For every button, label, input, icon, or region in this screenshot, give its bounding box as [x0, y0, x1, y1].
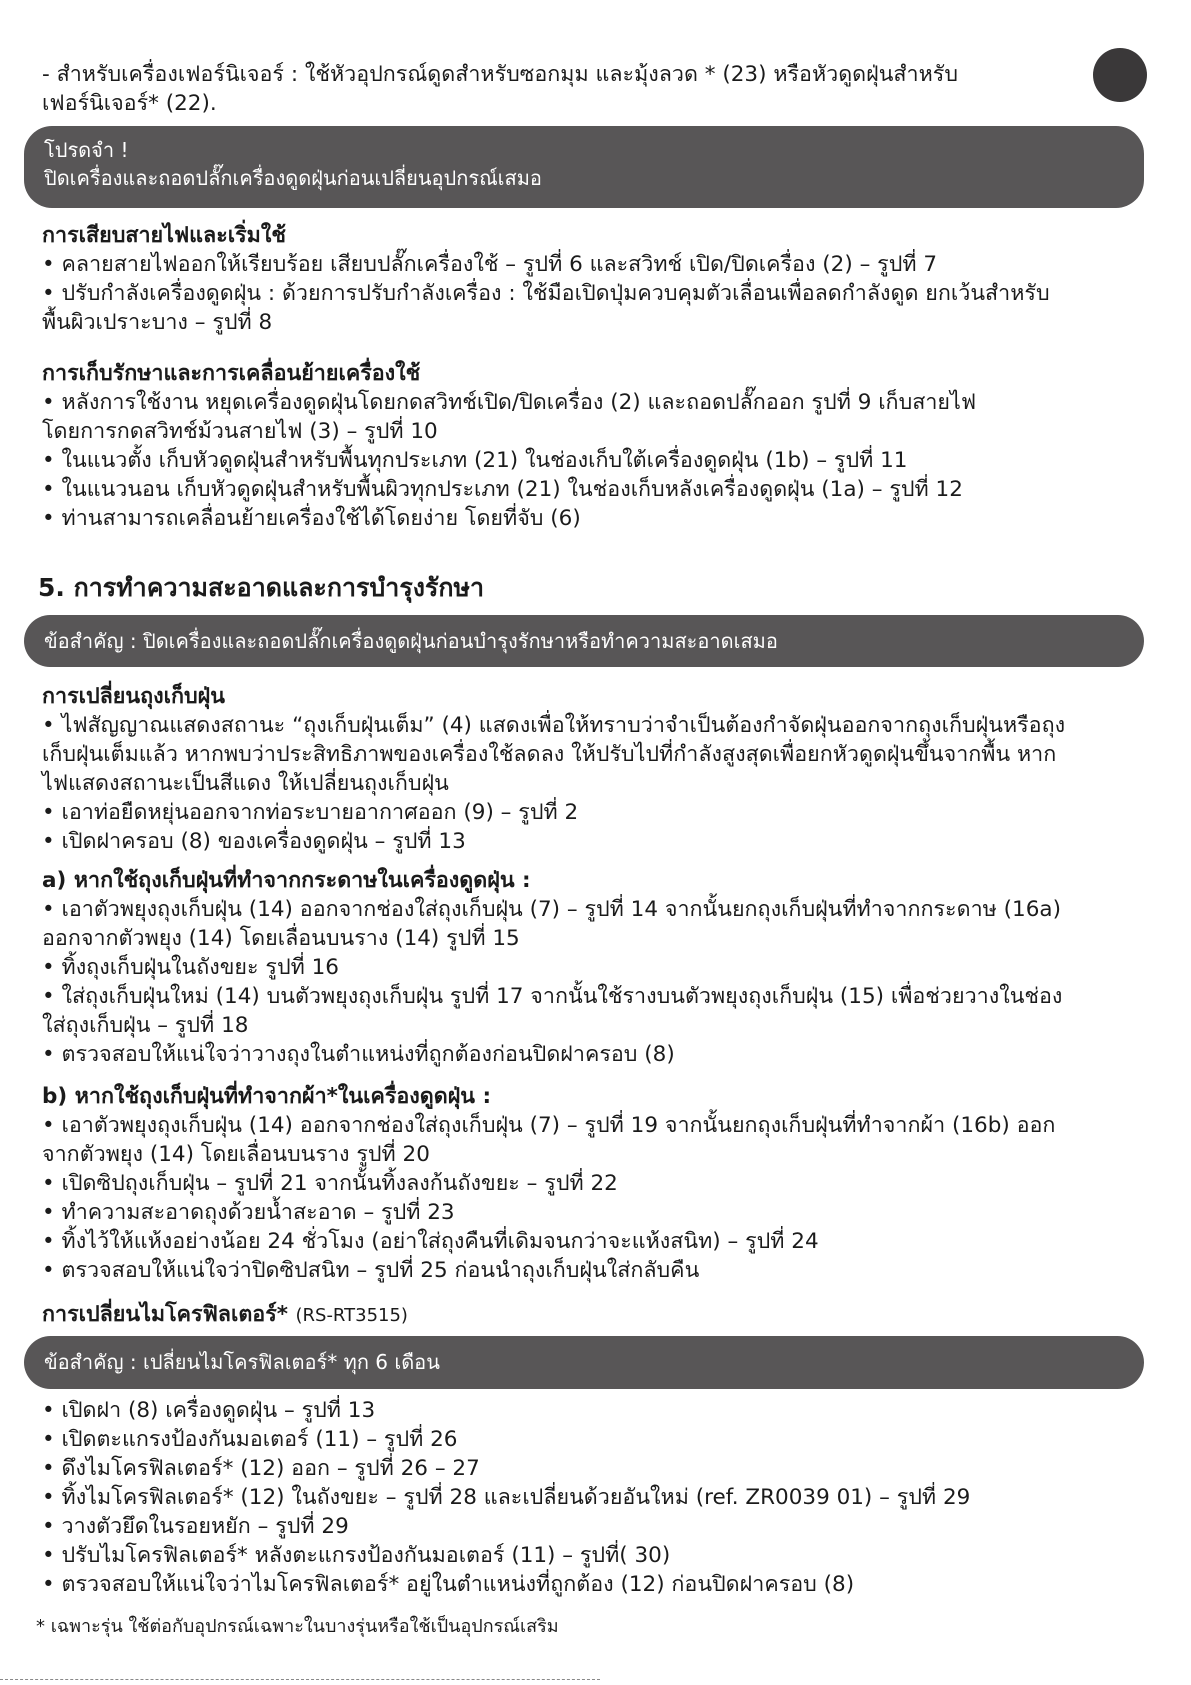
- section-line: • หลังการใช้งาน หยุดเครื่องดูดฝุ่นโดยกดสวิทช์เปิด/ปิดเครื่อง (2) และถอดปลั๊กออก รูปที่ 9 เก็บสายไฟ: [42, 390, 977, 415]
- section-line: • ไฟสัญญาณแสดงสถานะ “ถุงเก็บฝุ่นเต็ม” (4) แสดงเพื่อให้ทราบว่าจำเป็นต้องกำจัดฝุ่นออกจากถุงเก็บฝุ่นหรือถุง: [42, 713, 1066, 738]
- section-line: • ปรับกำลังเครื่องดูดฝุ่น : ด้วยการปรับกำลังเครื่อง : ใช้มือเปิดปุ่มควบคุมตัวเลื่อนเพื่อลดกำลังดูด ยกเว้นสำหรับ: [42, 281, 1050, 306]
- section-heading: การเก็บรักษาและการเคลื่อนย้ายเครื่องใช้: [42, 361, 421, 386]
- section-line: • ทิ้งไว้ให้แห้งอย่างน้อย 24 ชั่วโมง (อย่าใส่ถุงคืนที่เดิมจนกว่าจะแห้งสนิท) – รูปที่ 24: [42, 1229, 819, 1254]
- filter-step: • ปรับไมโครฟิลเตอร์* หลังตะแกรงป้องกันมอเตอร์ (11) – รูปที่( 30): [42, 1543, 671, 1568]
- section-heading: [42, 1300, 1132, 1330]
- section-line: • เอาท่อยืดหยุ่นออกจากท่อระบายอากาศออก (9) – รูปที่ 2: [42, 800, 579, 825]
- filter-step: • ตรวจสอบให้แน่ใจว่าไมโครฟิลเตอร์* อยู่ในตำแหน่งที่ถูกต้อง (12) ก่อนปิดฝาครอบ (8): [42, 1572, 855, 1597]
- section-microfilter: [42, 1300, 1132, 1330]
- section-line: • เปิดฝาครอบ (8) ของเครื่องดูดฝุ่น – รูปที่ 13: [42, 829, 466, 854]
- section-line: พื้นผิวเปราะบาง – รูปที่ 8: [42, 310, 273, 335]
- important-banner-text: ข้อสำคัญ : ปิดเครื่องและถอดปลั๊กเครื่องดูดฝุ่นก่อนบำรุงรักษาหรือทำความสะอาดเสมอ: [44, 629, 778, 653]
- section-line: เก็บฝุ่นเต็มแล้ว หากพบว่าประสิทธิภาพของเครื่องใช้ลดลง ให้ปรับไปที่กำลังสูงสุดเพื่อยกหัวดูดฝุ่นขึ้นจากพื้น หาก: [42, 742, 1057, 767]
- section-heading: การเปลี่ยนถุงเก็บฝุ่น: [42, 684, 225, 709]
- section-storage: [42, 359, 1132, 533]
- section-line: • ใส่ถุงเก็บฝุ่นใหม่ (14) บนตัวพยุงถุงเก็บฝุ่น รูปที่ 17 จากนั้นใช้รางบนตัวพยุงถุงเก็บฝุ่น (15) เพื่อช่วยวางในช่อง: [42, 984, 1063, 1009]
- filter-step: • วางตัวยึดในรอยหยัก – รูปที่ 29: [42, 1514, 349, 1539]
- section-line: • ท่านสามารถเคลื่อนย้ายเครื่องใช้ได้โดยง่าย โดยที่จับ (6): [42, 506, 581, 531]
- section-line: • ทำความสะอาดถุงด้วยน้ำสะอาด – รูปที่ 23: [42, 1200, 455, 1225]
- remember-banner-title: โปรดจำ !: [44, 138, 129, 162]
- important-banner-filter: [24, 1336, 1144, 1389]
- bottom-divider: [0, 1679, 600, 1680]
- section-line: • เอาตัวพยุงถุงเก็บฝุ่น (14) ออกจากช่องใส่ถุงเก็บฝุ่น (7) – รูปที่ 19 จากนั้นยกถุงเก็บฝุ่นที่ทำจากผ้า (16b) ออก: [42, 1113, 1056, 1138]
- section-line: ไฟแสดงสถานะเป็นสีแดง ให้เปลี่ยนถุงเก็บฝุ่น: [42, 771, 449, 796]
- filter-steps-list: [42, 1396, 1132, 1599]
- filter-step: • เปิดตะแกรงป้องกันมอเตอร์ (11) – รูปที่ 26: [42, 1427, 458, 1452]
- important-banner-cleaning: [24, 615, 1144, 667]
- section-line: • ในแนวตั้ง เก็บหัวดูดฝุ่นสำหรับพื้นทุกประเภท (21) ในช่องเก็บใต้เครื่องดูดฝุ่น (1b) – รูปที่ 11: [42, 448, 908, 473]
- section-line: โดยการกดสวิทช์ม้วนสายไฟ (3) – รูปที่ 10: [42, 419, 438, 444]
- footnote: * เฉพาะรุ่น ใช้ต่อกับอุปกรณ์เฉพาะในบางรุ่นหรือใช้เป็นอุปกรณ์เสริม: [36, 1616, 559, 1637]
- section-heading: a) หากใช้ถุงเก็บฝุ่นที่ทำจากกระดาษในเครื่องดูดฝุ่น :: [42, 868, 531, 893]
- section-line: • ทิ้งถุงเก็บฝุ่นในถังขยะ รูปที่ 16: [42, 955, 339, 980]
- remember-banner-text: ปิดเครื่องและถอดปลั๊กเครื่องดูดฝุ่นก่อนเปลี่ยนอุปกรณ์เสมอ: [44, 166, 542, 190]
- section-dust-bag: [42, 682, 1132, 856]
- chapter-title: 5. การทำความสะอาดและการบำรุงรักษา: [38, 573, 485, 602]
- filter-step: • ทิ้งไมโครฟิลเตอร์* (12) ในถังขยะ – รูปที่ 28 และเปลี่ยนด้วยอันใหม่ (ref. ZR0039 01) – รูปที่ 29: [42, 1485, 971, 1510]
- remember-banner: [24, 126, 1144, 208]
- section-line: • ตรวจสอบให้แน่ใจว่าปิดซิปสนิท – รูปที่ 25 ก่อนนำถุงเก็บฝุ่นใส่กลับคืน: [42, 1258, 700, 1283]
- section-heading: b) หากใช้ถุงเก็บฝุ่นที่ทำจากผ้า*ในเครื่องดูดฝุ่น :: [42, 1084, 492, 1109]
- section-heading: การเสียบสายไฟและเริ่มใช้: [42, 223, 286, 248]
- intro-line: - สำหรับเครื่องเฟอร์นิเจอร์ : ใช้หัวอุปกรณ์ดูดสำหรับซอกมุม และมุ้งลวด * (23) หรือหัวดูดฝุ่นสำหรับ: [42, 62, 958, 87]
- section-line: • ตรวจสอบให้แน่ใจว่าวางถุงในตำแหน่งที่ถูกต้องก่อนปิดฝาครอบ (8): [42, 1042, 675, 1067]
- section-plug-in: [42, 221, 1132, 337]
- section-cloth-bag: [42, 1082, 1132, 1285]
- intro-line: เฟอร์นิเจอร์* (22).: [42, 91, 217, 116]
- section-line: • เอาตัวพยุงถุงเก็บฝุ่น (14) ออกจากช่องใส่ถุงเก็บฝุ่น (7) – รูปที่ 14 จากนั้นยกถุงเก็บฝุ่นที่ทำจากกระดาษ (16a): [42, 897, 1061, 922]
- section-line: • คลายสายไฟออกให้เรียบร้อย เสียบปลั๊กเครื่องใช้ – รูปที่ 6 และสวิทช์ เปิด/ปิดเครื่อง (2) – รูปที่ 7: [42, 252, 938, 277]
- model-number: (RS-RT3515): [295, 1305, 408, 1326]
- section-line: ใส่ถุงเก็บฝุ่น – รูปที่ 18: [42, 1013, 249, 1038]
- important-banner-text: ข้อสำคัญ : เปลี่ยนไมโครฟิลเตอร์* ทุก 6 เดือน: [44, 1350, 440, 1374]
- microfilter-heading-text: การเปลี่ยนไมโครฟิลเตอร์*: [42, 1302, 288, 1327]
- section-paper-bag: [42, 866, 1132, 1069]
- section-line: • ในแนวนอน เก็บหัวดูดฝุ่นสำหรับพื้นผิวทุกประเภท (21) ในช่องเก็บหลังเครื่องดูดฝุ่น (1a) – รูปที่ 12: [42, 477, 963, 502]
- section-line: จากตัวพยุง (14) โดยเลื่อนบนราง รูปที่ 20: [42, 1142, 430, 1167]
- section-line: • เปิดซิปถุงเก็บฝุ่น – รูปที่ 21 จากนั้นทิ้งลงก้นถังขยะ – รูปที่ 22: [42, 1171, 618, 1196]
- section-line: ออกจากตัวพยุง (14) โดยเลื่อนบนราง (14) รูปที่ 15: [42, 926, 520, 951]
- filter-step: • ดึงไมโครฟิลเตอร์* (12) ออก – รูปที่ 26 – 27: [42, 1456, 480, 1481]
- filter-step: • เปิดฝา (8) เครื่องดูดฝุ่น – รูปที่ 13: [42, 1398, 376, 1423]
- intro-paragraph: [42, 60, 1132, 118]
